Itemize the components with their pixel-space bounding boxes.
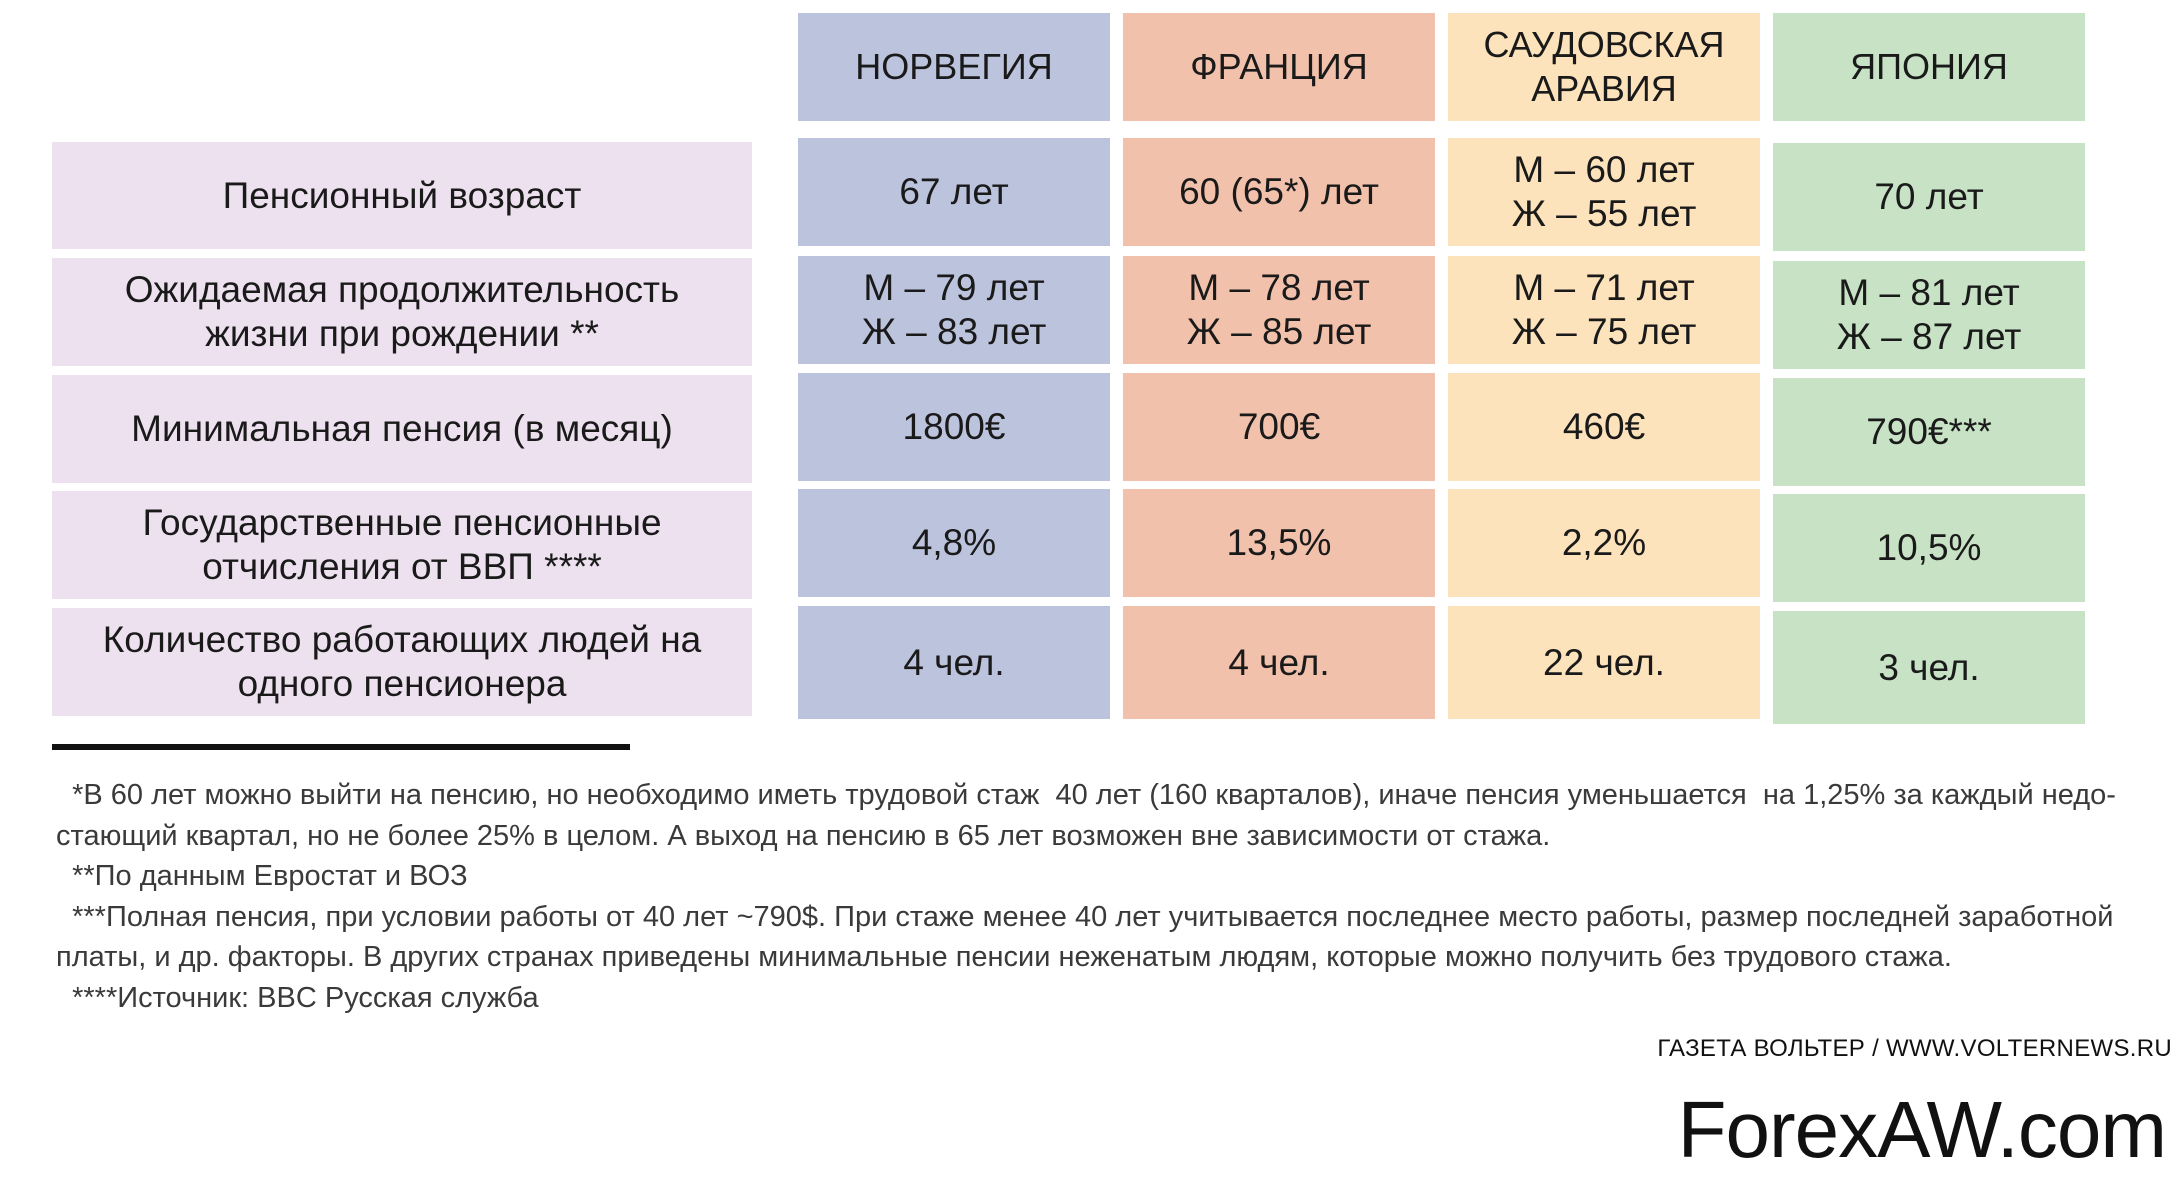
row-label-retirement-age: Пенсионный возраст	[52, 142, 752, 249]
table-cell: 10,5%	[1773, 494, 2085, 602]
footnote-line: стающий квартал, но не более 25% в целом. А выход на пенсию в 65 лет возможен вне зависимости от стажа.	[56, 819, 1551, 852]
table-cell: М – 79 лет Ж – 83 лет	[798, 256, 1110, 364]
divider	[52, 744, 630, 750]
row-label-life-expectancy: Ожидаемая продолжительность жизни при рождении **	[52, 258, 752, 366]
row-label-minimum-pension: Минимальная пенсия (в месяц)	[52, 375, 752, 483]
source-credit: ГАЗЕТА ВОЛЬТЕР / WWW.VOLTERNEWS.RU	[1657, 1035, 2172, 1062]
table-cell: М – 71 лет Ж – 75 лет	[1448, 256, 1760, 364]
row-label-workers-per-pensioner: Количество работающих людей на одного пенсионера	[52, 608, 752, 716]
column-header-label: САУДОВСКАЯ АРАВИЯ	[1483, 24, 1725, 109]
row-label-pension-gdp: Государственные пенсионные отчисления от ВВП ****	[52, 491, 752, 599]
column-header-france	[1123, 13, 1435, 121]
table-cell: 70 лет	[1773, 143, 2085, 251]
table-cell: 67 лет	[798, 138, 1110, 246]
table-cell: 1800€	[798, 373, 1110, 481]
table-cell: 60 (65*) лет	[1123, 138, 1435, 246]
footnote-line: платы, и др. факторы. В других странах приведены минимальные пенсии неженатым людям, которые можно получить без трудового стажа.	[56, 941, 1952, 973]
table-cell: М – 81 лет Ж – 87 лет	[1773, 261, 2085, 369]
table-cell: 22 чел.	[1448, 606, 1760, 719]
table-cell: М – 78 лет Ж – 85 лет	[1123, 256, 1435, 364]
column-header-japan	[1773, 13, 2085, 121]
column-header-label: ЯПОНИЯ	[1850, 46, 2008, 87]
column-header-label: ФРАНЦИЯ	[1190, 46, 1368, 87]
table-cell: 700€	[1123, 373, 1435, 481]
column-header-saudi-arabia	[1448, 13, 1760, 121]
column-header-label: НОРВЕГИЯ	[855, 46, 1053, 87]
table-cell: М – 60 лет Ж – 55 лет	[1448, 138, 1760, 246]
table-cell: 4 чел.	[798, 606, 1110, 719]
footnote-line: ***Полная пенсия, при условии работы от 40 лет ~790$. При стаже менее 40 лет учитывается последнее место работы, размер последней заработной	[56, 900, 2114, 933]
table-cell: 13,5%	[1123, 489, 1435, 597]
footnote-line: **По данным Евростат и ВОЗ	[56, 860, 468, 892]
watermark-logo: ForexAW.com	[1677, 1085, 2166, 1174]
footnotes	[56, 775, 2156, 1018]
table-cell: 2,2%	[1448, 489, 1760, 597]
table-cell: 4,8%	[798, 489, 1110, 597]
table-cell: 3 чел.	[1773, 611, 2085, 724]
column-header-norway	[798, 13, 1110, 121]
footnote-line: ****Источник: BBC Русская служба	[56, 981, 539, 1014]
table-cell: 460€	[1448, 373, 1760, 481]
table-cell: 4 чел.	[1123, 606, 1435, 719]
footnote-line: *В 60 лет можно выйти на пенсию, но необходимо иметь трудовой стаж 40 лет (160 кварталов), иначе пенсия уменьшается на 1,25% за каждый недо-	[56, 779, 2116, 811]
table-cell: 790€***	[1773, 378, 2085, 486]
